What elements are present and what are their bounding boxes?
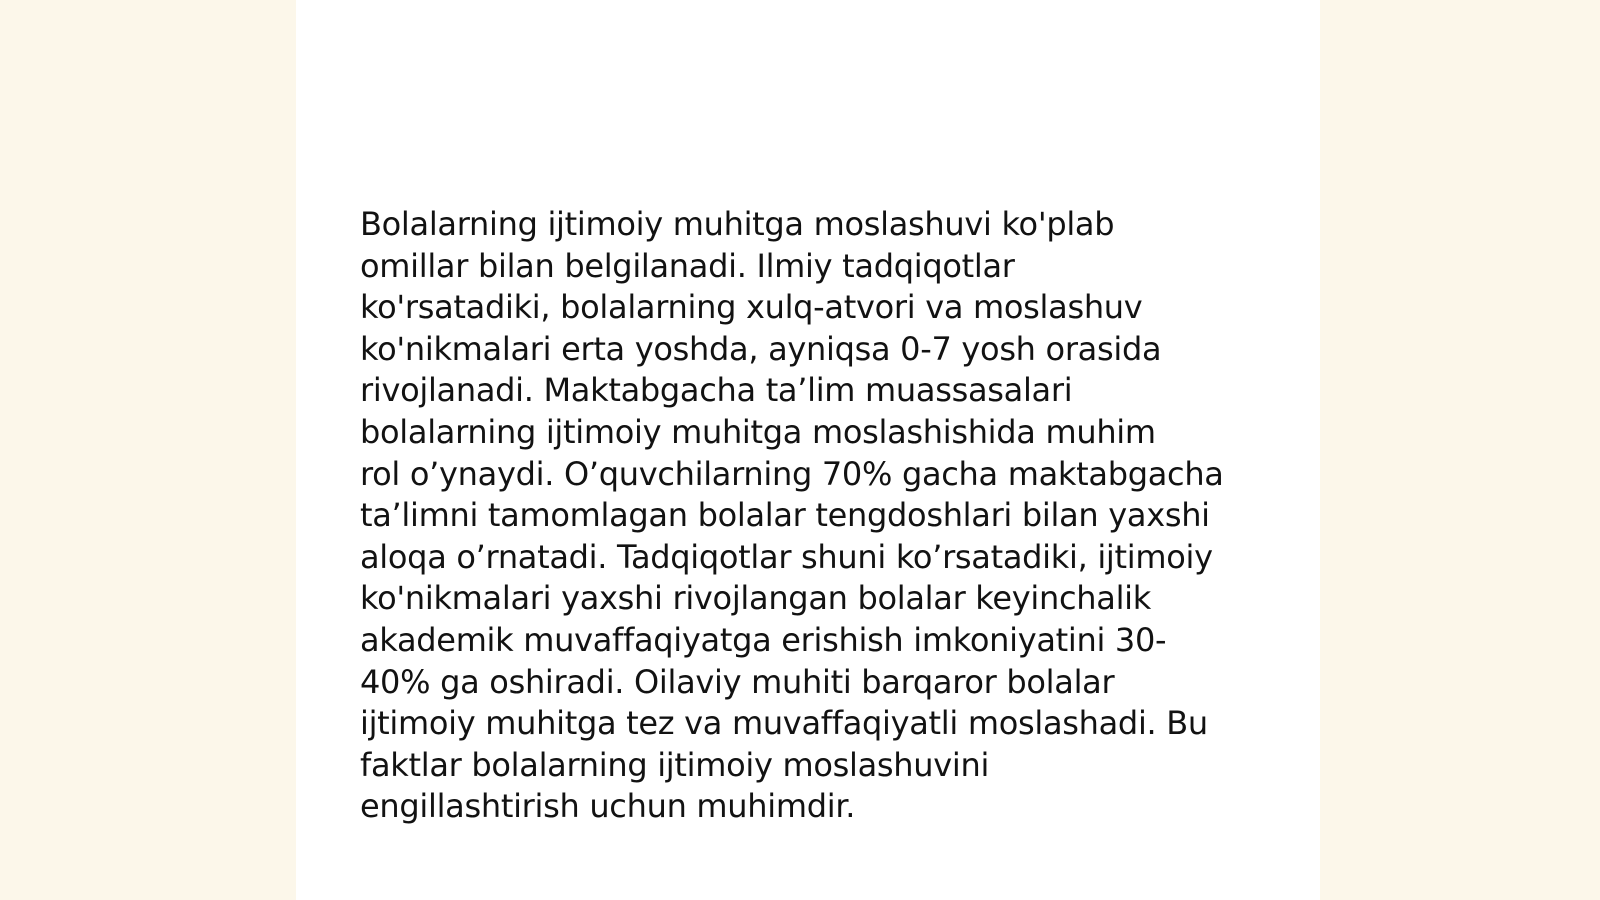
paragraph-line: Bolalarning ijtimoiy muhitga moslashuvi ko'plab [360, 205, 1115, 243]
paragraph-line: rivojlanadi. Maktabgacha ta’lim muassasalari [360, 371, 1073, 410]
paragraph-line: ko'nikmalari erta yoshda, ayniqsa 0-7 yosh orasida [360, 329, 1162, 368]
paragraph-line: faktlar bolalarning ijtimoiy moslashuvini [360, 745, 990, 784]
paragraph-line: omillar bilan belgilanadi. Ilmiy tadqiqotlar [360, 246, 1015, 285]
paragraph-line: ijtimoiy muhitga tez va muvaffaqiyatli moslashadi. Bu [360, 704, 1208, 743]
paragraph-line: bolalarning ijtimoiy muhitga moslashishida muhim [360, 412, 1156, 451]
paragraph-line: aloqa o’rnatadi. Tadqiqotlar shuni ko’rsatadiki, ijtimoiy [360, 537, 1213, 576]
body-paragraph [360, 204, 1260, 828]
paragraph-line: 40% ga oshiradi. Oilaviy muhiti barqaror bolalar [360, 662, 1115, 701]
paragraph-line: ta’limni tamomlagan bolalar tengdoshlari bilan yaxshi [360, 496, 1210, 535]
document-page [296, 0, 1320, 900]
paragraph-line: akademik muvaffaqiyatga erishish imkoniyatini 30- [360, 620, 1167, 659]
paragraph-line: ko'rsatadiki, bolalarning xulq-atvori va moslashuv [360, 288, 1143, 327]
paragraph-line: engillashtirish uchun muhimdir. [360, 787, 856, 826]
paragraph-line: ko'nikmalari yaxshi rivojlangan bolalar keyinchalik [360, 579, 1151, 618]
paragraph-line: rol o’ynaydi. O’quvchilarning 70% gacha maktabgacha [360, 454, 1224, 493]
